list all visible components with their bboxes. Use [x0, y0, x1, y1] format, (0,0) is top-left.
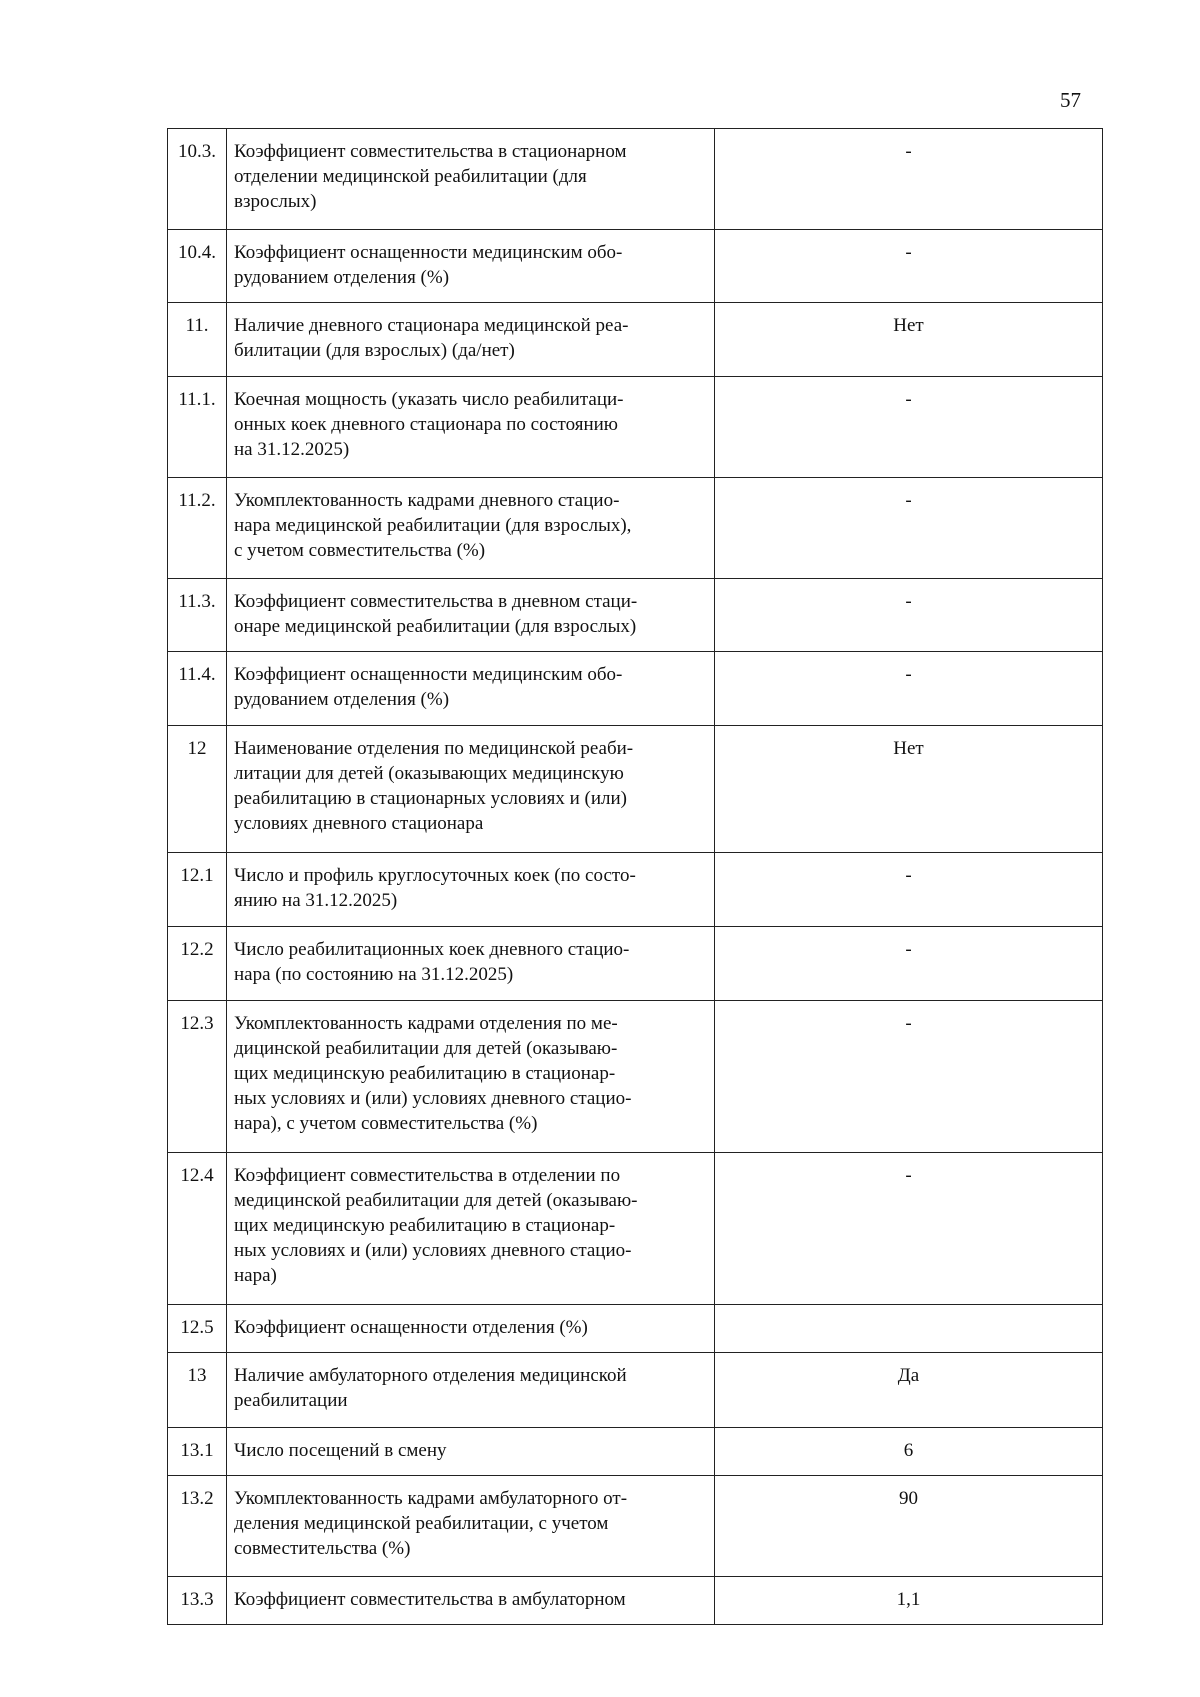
- table-row: [168, 1577, 1103, 1625]
- table-row: [168, 1153, 1103, 1305]
- table-row: [168, 377, 1103, 478]
- table-row: [168, 478, 1103, 579]
- row-number: 10.4.: [168, 230, 227, 303]
- row-value: -: [715, 1001, 1103, 1153]
- description-line: Укомплектованность кадрами дневного стацио-: [234, 490, 620, 511]
- description-line: Коэффициент оснащенности медицинским обо-: [234, 242, 623, 263]
- description-line: рудованием отделения (%): [234, 267, 450, 288]
- description-line: Укомплектованность кадрами отделения по ме-: [234, 1013, 618, 1034]
- row-value: 1,1: [715, 1577, 1103, 1625]
- row-description: [227, 726, 715, 853]
- description-line: Коэффициент оснащенности отделения (%): [234, 1317, 588, 1338]
- description-line: нара), с учетом совместительства (%): [234, 1113, 538, 1134]
- row-number: 11.3.: [168, 579, 227, 652]
- description-line: условиях дневного стационара: [234, 813, 484, 834]
- row-description: [227, 377, 715, 478]
- row-description: [227, 1153, 715, 1305]
- row-value: [715, 1305, 1103, 1353]
- row-value: -: [715, 853, 1103, 927]
- row-value: -: [715, 129, 1103, 230]
- row-description: [227, 927, 715, 1001]
- row-value: -: [715, 652, 1103, 726]
- description-line: на 31.12.2025): [234, 439, 350, 460]
- description-line: щих медицинскую реабилитацию в стационар-: [234, 1063, 616, 1084]
- row-value: Да: [715, 1353, 1103, 1428]
- description-line: щих медицинскую реабилитацию в стационар-: [234, 1215, 616, 1236]
- row-description: [227, 853, 715, 927]
- description-line: Коэффициент оснащенности медицинским обо-: [234, 664, 623, 685]
- description-line: отделении медицинской реабилитации (для: [234, 166, 587, 187]
- description-line: Коэффициент совместительства в дневном стаци-: [234, 591, 638, 612]
- row-description: [227, 303, 715, 377]
- row-value: -: [715, 579, 1103, 652]
- table-row: [168, 303, 1103, 377]
- row-value: -: [715, 1153, 1103, 1305]
- description-line: с учетом совместительства (%): [234, 540, 486, 561]
- table-row: [168, 579, 1103, 652]
- description-line: Укомплектованность кадрами амбулаторного от-: [234, 1488, 628, 1509]
- description-line: Коечная мощность (указать число реабилитаци-: [234, 389, 624, 410]
- description-line: медицинской реабилитации для детей (оказываю-: [234, 1190, 638, 1211]
- indicator-table: [167, 128, 1103, 1625]
- description-line: Число и профиль круглосуточных коек (по состо-: [234, 865, 636, 886]
- row-number: 11.2.: [168, 478, 227, 579]
- row-number: 13.1: [168, 1428, 227, 1476]
- description-line: нара (по состоянию на 31.12.2025): [234, 964, 514, 985]
- description-line: Наличие дневного стационара медицинской реа-: [234, 315, 629, 336]
- description-line: ных условиях и (или) условиях дневного стацио-: [234, 1240, 632, 1261]
- description-line: Коэффициент совместительства в амбулаторном: [234, 1589, 626, 1610]
- description-line: деления медицинской реабилитации, с учетом: [234, 1513, 609, 1534]
- description-line: взрослых): [234, 191, 317, 212]
- row-description: [227, 1577, 715, 1625]
- table-row: [168, 927, 1103, 1001]
- table-row: [168, 1001, 1103, 1153]
- table-row: [168, 230, 1103, 303]
- indicator-table-body: [168, 129, 1103, 1625]
- table-row: [168, 1353, 1103, 1428]
- page-number: 57: [1060, 88, 1081, 112]
- row-number: 12.3: [168, 1001, 227, 1153]
- row-value: -: [715, 927, 1103, 1001]
- description-line: ных условиях и (или) условиях дневного стацио-: [234, 1088, 632, 1109]
- row-description: [227, 579, 715, 652]
- row-value: 6: [715, 1428, 1103, 1476]
- description-line: онаре медицинской реабилитации (для взрослых): [234, 616, 637, 637]
- row-description: [227, 1001, 715, 1153]
- table-row: [168, 652, 1103, 726]
- table-row: [168, 726, 1103, 853]
- description-line: Число посещений в смену: [234, 1440, 447, 1461]
- description-line: Наличие амбулаторного отделения медицинской: [234, 1365, 627, 1386]
- table-row: [168, 853, 1103, 927]
- row-description: [227, 1428, 715, 1476]
- row-description: [227, 1476, 715, 1577]
- row-description: [227, 129, 715, 230]
- row-number: 12.1: [168, 853, 227, 927]
- description-line: реабилитации: [234, 1390, 348, 1411]
- row-value: 90: [715, 1476, 1103, 1577]
- row-number: 11.4.: [168, 652, 227, 726]
- table-row: [168, 129, 1103, 230]
- description-line: дицинской реабилитации для детей (оказываю-: [234, 1038, 618, 1059]
- row-description: [227, 652, 715, 726]
- description-line: реабилитацию в стационарных условиях и (или): [234, 788, 628, 809]
- row-value: -: [715, 230, 1103, 303]
- description-line: Коэффициент совместительства в отделении по: [234, 1165, 621, 1186]
- description-line: Коэффициент совместительства в стационарном: [234, 141, 627, 162]
- row-value: -: [715, 377, 1103, 478]
- description-line: Наименование отделения по медицинской реаби-: [234, 738, 634, 759]
- row-number: 13.3: [168, 1577, 227, 1625]
- row-description: [227, 1305, 715, 1353]
- description-line: рудованием отделения (%): [234, 689, 450, 710]
- row-number: 12.2: [168, 927, 227, 1001]
- description-line: янию на 31.12.2025): [234, 890, 398, 911]
- row-value: Нет: [715, 726, 1103, 853]
- description-line: литации для детей (оказывающих медицинскую: [234, 763, 624, 784]
- row-number: 12.4: [168, 1153, 227, 1305]
- row-number: 10.3.: [168, 129, 227, 230]
- row-description: [227, 230, 715, 303]
- row-number: 13: [168, 1353, 227, 1428]
- row-value: -: [715, 478, 1103, 579]
- description-line: совместительства (%): [234, 1538, 411, 1559]
- row-number: 12: [168, 726, 227, 853]
- row-number: 13.2: [168, 1476, 227, 1577]
- description-line: билитации (для взрослых) (да/нет): [234, 340, 515, 361]
- description-line: нара медицинской реабилитации (для взрослых),: [234, 515, 632, 536]
- description-line: Число реабилитационных коек дневного стацио-: [234, 939, 630, 960]
- table-row: [168, 1305, 1103, 1353]
- description-line: нара): [234, 1265, 277, 1286]
- row-number: 12.5: [168, 1305, 227, 1353]
- row-description: [227, 1353, 715, 1428]
- row-value: Нет: [715, 303, 1103, 377]
- row-number: 11.: [168, 303, 227, 377]
- table-row: [168, 1428, 1103, 1476]
- row-number: 11.1.: [168, 377, 227, 478]
- row-description: [227, 478, 715, 579]
- description-line: онных коек дневного стационара по состоянию: [234, 414, 618, 435]
- table-row: [168, 1476, 1103, 1577]
